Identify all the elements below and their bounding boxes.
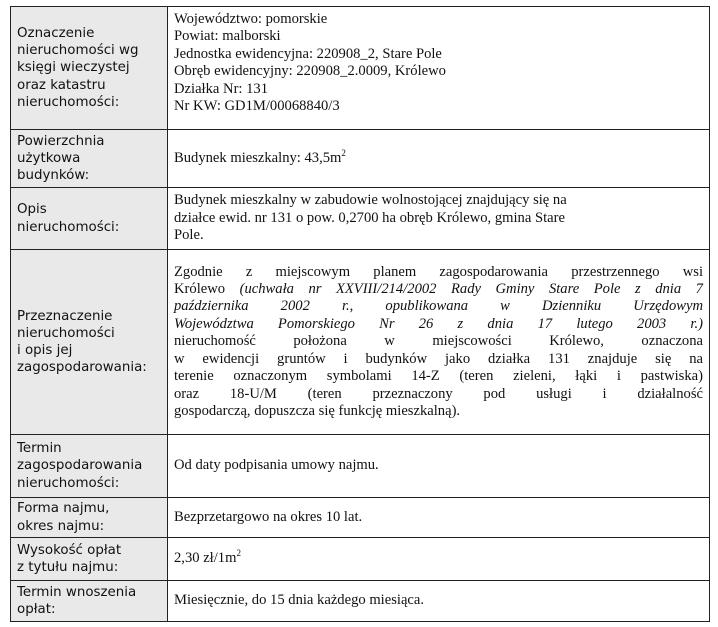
label-line: nieruchomości wg xyxy=(17,43,139,59)
value-line-italic: (uchwała nr XXVIII/214/2002 Rady Gminy Stare Pole z dnia 7 xyxy=(239,281,703,298)
row-value xyxy=(168,250,710,435)
value-line: w ewidencji gruntów i budynków jako działka 131 znajduje się na xyxy=(174,350,703,367)
row-value xyxy=(168,130,710,188)
label-line: Opis xyxy=(17,202,47,218)
value-line: terenie oznaczonym symbolami 14-Z (teren zieleni, łąki i pastwiska) xyxy=(174,368,703,385)
superscript: 2 xyxy=(236,548,241,559)
label-line: Oznaczenie xyxy=(17,25,95,41)
row-label xyxy=(11,130,168,188)
label-line: z tytułu najmu: xyxy=(17,560,119,575)
label-line: i opis jej xyxy=(17,343,73,358)
value-line: działce ewid. nr 131 o pow. 0,2700 ha obręb Królewo, gmina Stare xyxy=(174,209,565,226)
value-line: Obręb ewidencyjny: 220908_2.0009, Królewo xyxy=(174,63,446,80)
table-row xyxy=(11,7,710,130)
value-line: Powiat: malborski xyxy=(174,28,281,45)
value-line-italic: Województwa Pomorskiego Nr 26 z dnia 17 lutego 2003 r.) xyxy=(174,315,703,332)
label-line: oraz katastru xyxy=(17,77,106,93)
table-row xyxy=(11,498,710,538)
label-line: nieruchomości: xyxy=(17,475,120,491)
row-label xyxy=(11,498,168,538)
value-line-italic: października 2002 r., opublikowana w Dzienniku Urzędowym xyxy=(174,298,703,315)
property-details-table xyxy=(10,6,710,622)
table-row xyxy=(11,538,710,581)
row-label xyxy=(11,435,168,498)
value-line: oraz 18-U/M (teren przeznaczony pod usługi i działalność xyxy=(174,385,703,402)
value-line: Nr KW: GD1M/00068840/3 xyxy=(174,98,340,115)
value-text: Miesięcznie, do 15 dnia każdego miesiąca. xyxy=(174,592,425,609)
label-line: budynków: xyxy=(17,168,90,184)
label-line: Forma najmu, xyxy=(17,501,110,517)
label-line: Termin xyxy=(17,441,62,457)
row-label xyxy=(11,538,168,581)
label-line: nieruchomości: xyxy=(17,219,120,235)
row-label xyxy=(11,7,168,130)
label-line: Powierzchnia xyxy=(17,133,105,149)
row-label xyxy=(11,581,168,622)
table-row xyxy=(11,581,710,622)
row-value xyxy=(168,435,710,498)
value-line xyxy=(174,281,703,298)
row-value xyxy=(168,581,710,622)
table-row xyxy=(11,250,710,435)
value-text: Od daty podpisania umowy najmu. xyxy=(174,457,379,474)
label-line: Termin wnoszenia xyxy=(17,584,137,600)
value-line: Pole. xyxy=(174,227,204,244)
value-line: nieruchomość położona w miejscowości Królewo, oznaczona xyxy=(174,333,703,350)
value-line: Jednostka ewidencyjna: 220908_2, Stare Pole xyxy=(174,45,442,62)
label-line: nieruchomości xyxy=(17,325,115,341)
row-value xyxy=(168,188,710,250)
value-text: Bezprzetargowo na okres 10 lat. xyxy=(174,508,363,525)
row-value xyxy=(168,538,710,581)
label-line: użytkowa xyxy=(17,150,81,166)
value-line: Zgodnie z miejscowym planem zagospodarowania przestrzennego wsi xyxy=(174,263,703,280)
superscript: 2 xyxy=(341,147,346,158)
table-row xyxy=(11,188,710,250)
value-text: Budynek mieszkalny: 43,5m xyxy=(174,149,342,166)
value-line: Budynek mieszkalny w zabudowie wolnostojącej znajdujący się na xyxy=(174,192,567,209)
table-row xyxy=(11,435,710,498)
label-line: opłat: xyxy=(17,602,56,617)
label-line: Przeznaczenie xyxy=(17,308,113,324)
label-line: okres najmu: xyxy=(17,518,105,534)
label-line: zagospodarowania xyxy=(17,458,143,474)
table-row xyxy=(11,130,710,188)
value-text: 2,30 zł/1m xyxy=(174,550,237,567)
row-value xyxy=(168,498,710,538)
label-line: nieruchomości: xyxy=(17,94,120,110)
value-line: Województwo: pomorskie xyxy=(174,11,328,27)
label-line: Wysokość opłat xyxy=(17,542,122,558)
row-label xyxy=(11,188,168,250)
label-line: zagospodarowania: xyxy=(17,360,147,376)
value-line: Działka Nr: 131 xyxy=(174,80,269,97)
row-value xyxy=(168,7,710,130)
row-label xyxy=(11,250,168,435)
label-line: księgi wieczystej xyxy=(17,60,130,76)
value-line-part: Królewo xyxy=(174,281,226,298)
value-line: gospodarczą, dopuszcza się funkcję mieszkalną). xyxy=(174,402,461,419)
